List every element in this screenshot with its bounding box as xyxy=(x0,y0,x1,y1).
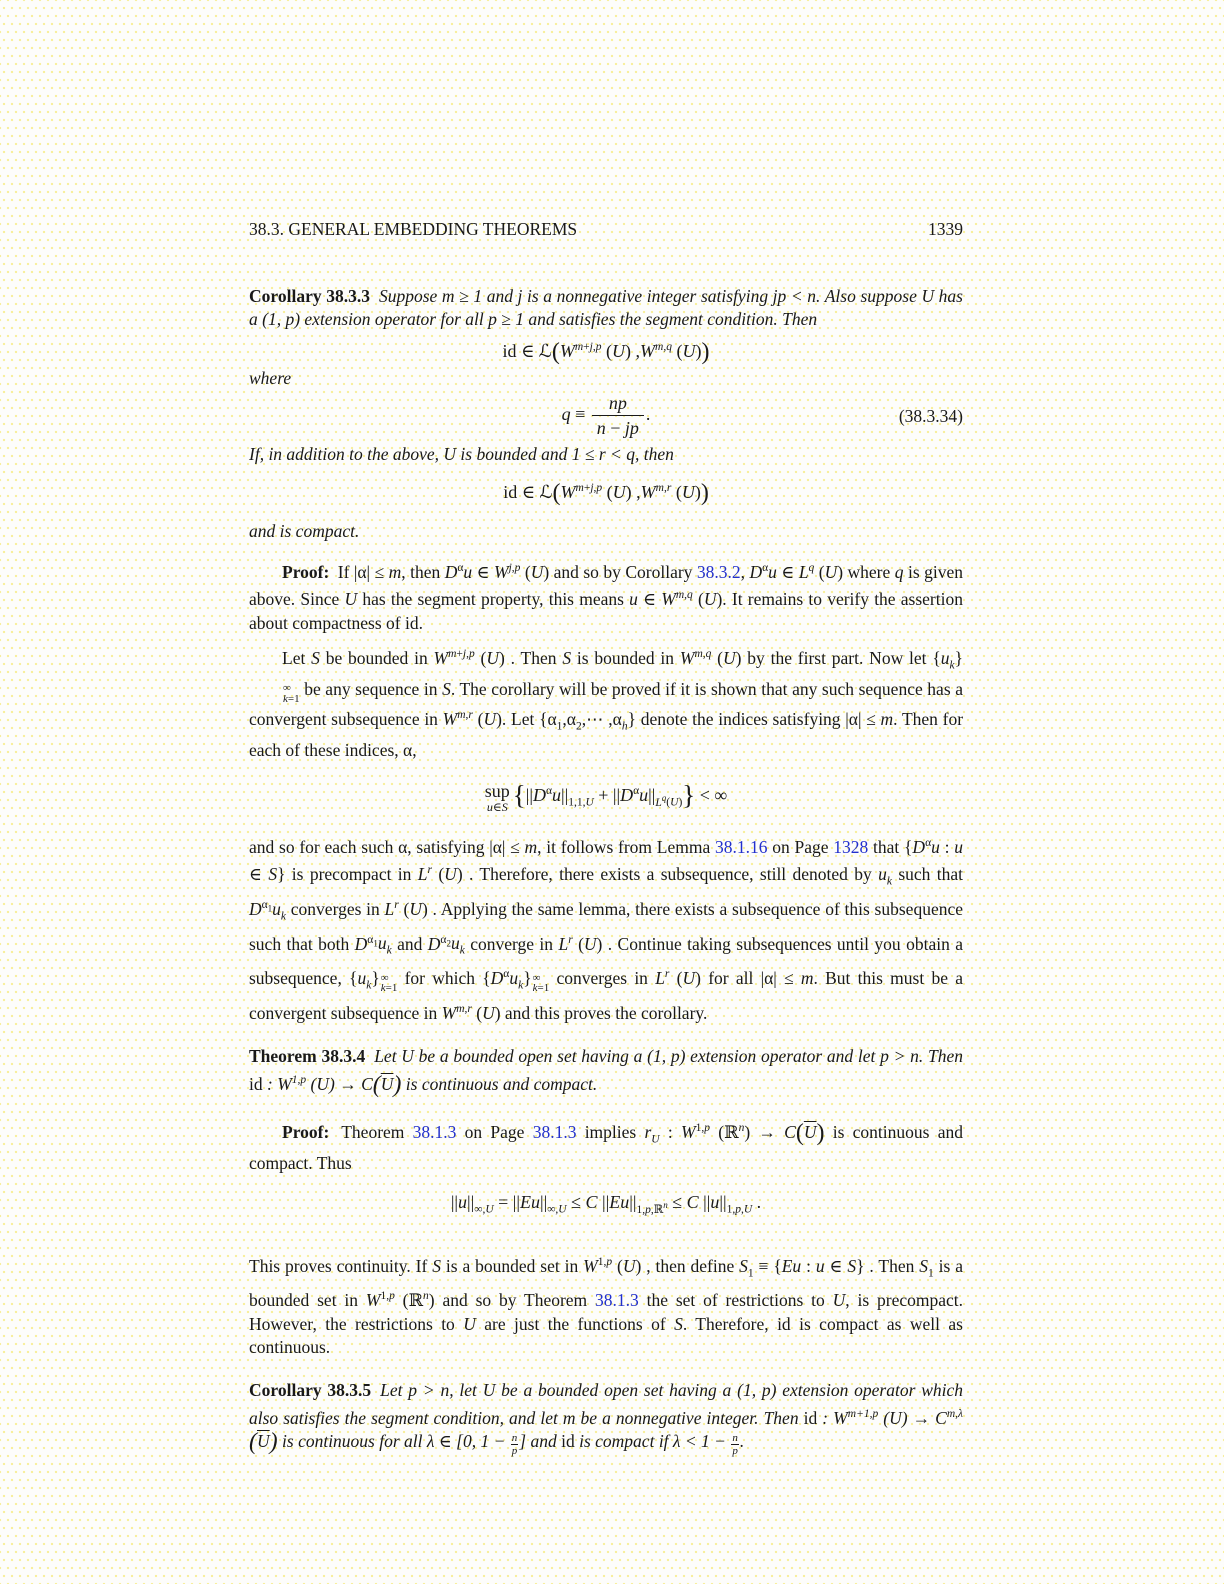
equation-38-3-34-number: (38.3.34) xyxy=(898,405,963,426)
where-text: where xyxy=(249,367,292,388)
paragraph-this-proves-continuity: This proves continuity. If S is a bounded set in W$^{1,p}$ (U) , then define $S_1 \equiv \{Eu$ : u ∈ S} . Then $S_1$ is a bounded set in W$^{1,p}$ (ℝ$^n$) and so by Theorem 38.1.3 the set of restrictions to U, is precompact. However, the restrictions to U are just the functions of S. Therefore, id is compact as well as continuous. xyxy=(249,1255,963,1358)
xref-lemma-38-1-16[interactable]: 38.1.16 xyxy=(714,836,768,857)
running-header xyxy=(249,218,963,241)
paragraph-and-so-for-each: and so for each such α, satisfying |α| ≤ m, it follows from Lemma 38.1.16 on Page 1328 that {$D^\alpha u$ : u ∈ S} is precompact in $L^r$ (U) . Therefore, there exists a subsequence, still denoted by $u_k$ such that $D^{\alpha_1}u_k$ converges in $L^r$ (U) . Applying the same lemma, there exists a subsequence of this subsequence such that both $D^{\alpha_1}u_k$ and $D^{\alpha_2}u_k$ converge in $L^r$ (U) . Continue taking subsequences until you obtain a subsequence, $\{u_k\}$ ∞ k=1 for which $\{D^\alpha u_k\}$ ∞ k=1 converges in $L^r$ (U) for all |α| ≤ m. But this must be a convergent subsequence in W$^{m,r}$ (U) and this proves the corollary. xyxy=(249,836,964,1023)
theorem-38-3-4 xyxy=(249,1045,963,1097)
equation-id-embedding-q: id ∈ $ℒ(W^{m+j,p}$ (U) $,W^{m,q}$ (U)) xyxy=(502,338,710,365)
corollary-38-3-3-body: Suppose m ≥ 1 and j is a nonnegative integer satisfying jp < n. Also suppose U has a (1, p) extension operator for all p ≥ 1 and satisfies the segment condition. Then xyxy=(249,286,963,330)
and-is-compact-text: and is compact. xyxy=(249,520,360,541)
if-bounded-condition-text: If, in addition to the above, U is bounded and 1 ≤ r < q, then xyxy=(249,444,674,465)
proof-corollary-38-3-3: Proof: If |α| ≤ m, then $D^\alpha u$ ∈ W$^{j,p}$ (U) and so by Corollary 38.3.2, $D^\alpha u$ ∈ $L^q$ (U) where q is given above. Since U has the segment property, this means u ∈ W$^{m,q}$ (U). It remains to verify the assertion about compactness of id. xyxy=(249,561,963,633)
paragraph-let-s-bounded: Let S be bounded in $W^{m+j,p}$ (U) . Then S is bounded in W$^{m,q}$ (U) by the first part. Now let $\{u_k\}$ ∞ k=1 be any sequence in S. The corollary will be proved if it is shown that any such sequence has a convergent subsequence in W$^{m,r}$ (U). Let {$\alpha_1,\alpha_2,\cdots$ $,\alpha_h$} denote the indices satisfying |α| ≤ m. Then for each of these indices, α, xyxy=(249,647,964,760)
corollary-38-3-5-body: Let p > n, let U be a bounded open set having a (1, p) extension operator which also satisfies the segment condition, and let m be a nonnegative integer. Then id : $W^{m+1,p}$ $(U) \to C^{m,\lambda}$ $(\overline{U})$ is continuous for all λ ∈ [0, 1 − $\frac{n}{p}$ ] and id is compact if λ < 1 − $\frac{n}{p}$ . xyxy=(249,1380,964,1458)
theorem-38-3-4-label: Theorem 38.3.4 xyxy=(249,1046,366,1067)
equation-38-3-34-content: q ≡ $\frac{np}{n - jp}$ . xyxy=(561,393,651,439)
proof-theorem-38-3-4: Proof: Theorem 38.1.3 on Page 38.1.3 implies $r_U$ : W$^{1,p}$ (ℝ$^n$) → $C(\overline{U})$ is continuous and compact. Thus xyxy=(249,1119,963,1173)
xref-corollary-38-3-2[interactable]: 38.3.2 xyxy=(696,561,741,582)
corollary-38-3-3 xyxy=(249,285,963,332)
corollary-38-3-5 xyxy=(249,1379,963,1456)
page-number: 1339 xyxy=(928,219,963,239)
xref-theorem-38-1-3-b[interactable]: 38.1.3 xyxy=(595,1290,639,1311)
equation-id-embedding-r: id ∈ $ℒ(W^{m+j,p}$ (U) $,W^{m,r}$ (U)) xyxy=(503,479,709,506)
xref-page-1328[interactable]: 1328 xyxy=(833,836,869,857)
corollary-38-3-5-label: Corollary 38.3.5 xyxy=(249,1380,372,1401)
xref-page-38-1-3[interactable]: 38.1.3 xyxy=(532,1121,577,1142)
theorem-38-3-4-body: Let U be a bounded open set having a (1, p) extension operator and let p > n. Then id : W$^{1,p}$ $(U) \to C(\overline{U})$ is continuous and compact. xyxy=(249,1046,963,1098)
xref-theorem-38-1-3[interactable]: 38.1.3 xyxy=(412,1121,457,1142)
corollary-38-3-3-label: Corollary 38.3.3 xyxy=(249,286,370,306)
equation-38-3-34 xyxy=(249,390,963,441)
equation-sup-bound: sup u∈S $\{||D^\alpha u||_{1,1,U} + ||D^\alpha u||_{L^q(U)}\}$ < ∞ xyxy=(484,780,728,814)
section-title: 38.3. GENERAL EMBEDDING THEOREMS xyxy=(249,219,578,239)
equation-norm-chain: $||u||_{\infty,U} = ||Eu||_{\infty,U} \le C$ $||Eu||_{1,p,ℝ^n} \le C$ $||u||_{1,p,U}$ . xyxy=(450,1192,762,1216)
